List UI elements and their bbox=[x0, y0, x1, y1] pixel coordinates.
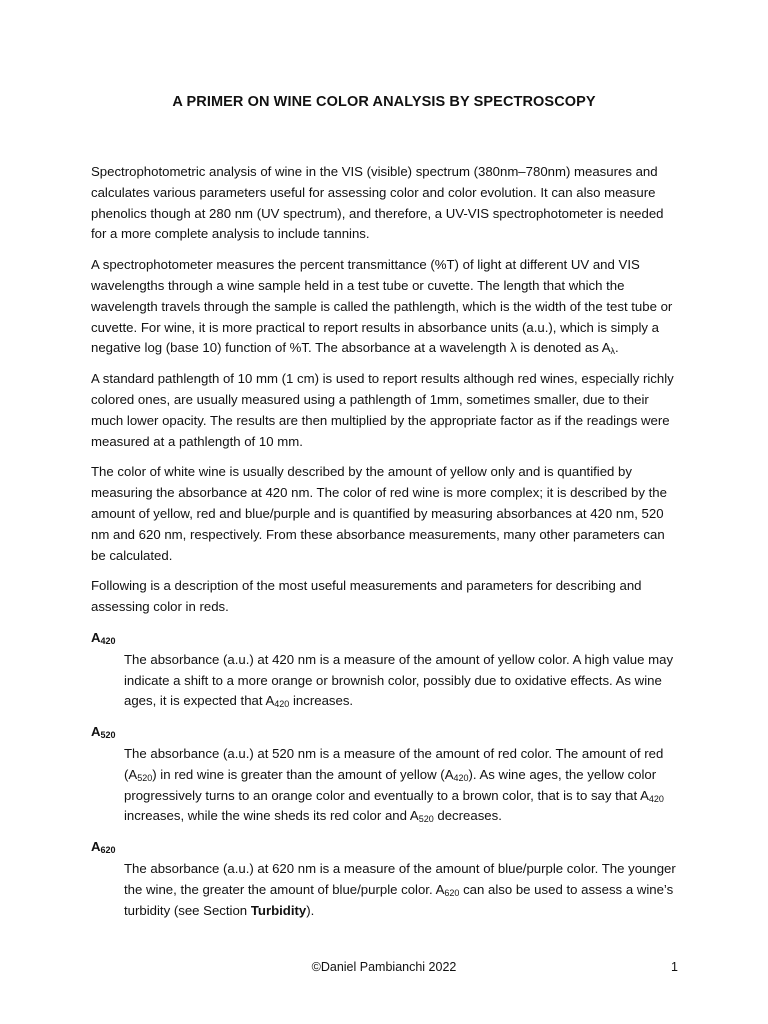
term-a520: $A_{520}$ bbox=[91, 724, 116, 741]
document-body bbox=[91, 162, 681, 931]
definition-a620: The absorbance (a.u.) at 620 nm is a measure of the amount of blue/purple color. The younger the wine, the greater the amount of blue/purple color. $A_{620}$ can also be used to assess a wine’s turbidity (see Section Turbidity). bbox=[124, 860, 676, 918]
paragraph-pathlength: A standard pathlength of 10 mm (1 cm) is used to report results although red wines, especially richly colored ones, are usually measured using a pathlength of 1mm, sometimes smaller, due to their much lower opacity. The results are then multiplied by the appropriate factor as if the readings were measured at a pathlength of 10 mm. bbox=[91, 371, 674, 449]
paragraph-wine-color: The color of white wine is usually described by the amount of yellow only and is quantified by measuring the absorbance at 420 nm. The color of red wine is more complex; it is described by the amount of yellow, red and blue/purple and is quantified by measuring absorbances at 420 nm, 520 nm and 620 nm, respectively. From these absorbance measurements, many other parameters can be calculated. bbox=[91, 464, 667, 563]
definition-a420: The absorbance (a.u.) at 420 nm is a measure of the amount of yellow color. A high value may indicate a shift to a more orange or brownish color, possibly due to oxidative effects. As wine ages, it is expected that $A_{420}$ increases. bbox=[124, 651, 674, 710]
paragraph-intro: Spectrophotometric analysis of wine in the VIS (visible) spectrum (380nm–780nm) measures and calculates various parameters useful for assessing color and color evolution. It can also measure phenolics though at 280 nm (UV spectrum), and therefore, a UV-VIS spectrophotometer is needed for a more complete analysis to include tannins. bbox=[91, 164, 664, 242]
copyright-notice: ©Daniel Pambianchi 2022 bbox=[311, 960, 457, 974]
term-a620: $A_{620}$ bbox=[91, 839, 116, 856]
term-a420: $A_{420}$ bbox=[91, 629, 116, 646]
document-title: A PRIMER ON WINE COLOR ANALYSIS BY SPECTROSCOPY bbox=[172, 94, 596, 110]
definition-a520: The absorbance (a.u.) at 520 nm is a measure of the amount of red color. The amount of red $(A_{520})$ in red wine is greater than the amount of yellow $(A_{420})$. As wine ages, the yellow color progressively turns to an orange color and eventually to a brown color, that is to say that $A_{420}$ increases, while the wine sheds its red color and $A_{520}$ decreases. bbox=[124, 745, 664, 825]
paragraph-transmittance-text: A spectrophotometer measures the percent transmittance (%T) of light at different UV and VIS wavelengths through a wine sample held in a test tube or cuvette. The length that which the wavelength travels through the sample is called the pathlength, which is the width of the test tube or cuvette. For wine, it is more practical to report results in absorbance units (a.u.), which is simply a negative log (base 10) function of %T. The absorbance at a wavelength λ is denoted as A bbox=[91, 257, 673, 356]
paragraph-transmittance: A spectrophotometer measures the percent transmittance (%T) of light at different UV and VIS wavelengths through a wine sample held in a test tube or cuvette. The length that which the wavelength travels through the sample is called the pathlength, which is the width of the test tube or cuvette. For wine, it is more practical to report results in absorbance units (a.u.), which is simply a negative log (base 10) function of %T. The absorbance at a wavelength λ is denoted as $A_\lambda$. bbox=[91, 257, 673, 357]
paragraph-following: Following is a description of the most useful measurements and parameters for describing and assessing color in reds. bbox=[91, 578, 642, 615]
lambda-subscript: λ bbox=[610, 346, 616, 357]
page-number: 1 bbox=[671, 960, 678, 974]
turbidity-section-reference: Turbidity bbox=[250, 902, 307, 918]
